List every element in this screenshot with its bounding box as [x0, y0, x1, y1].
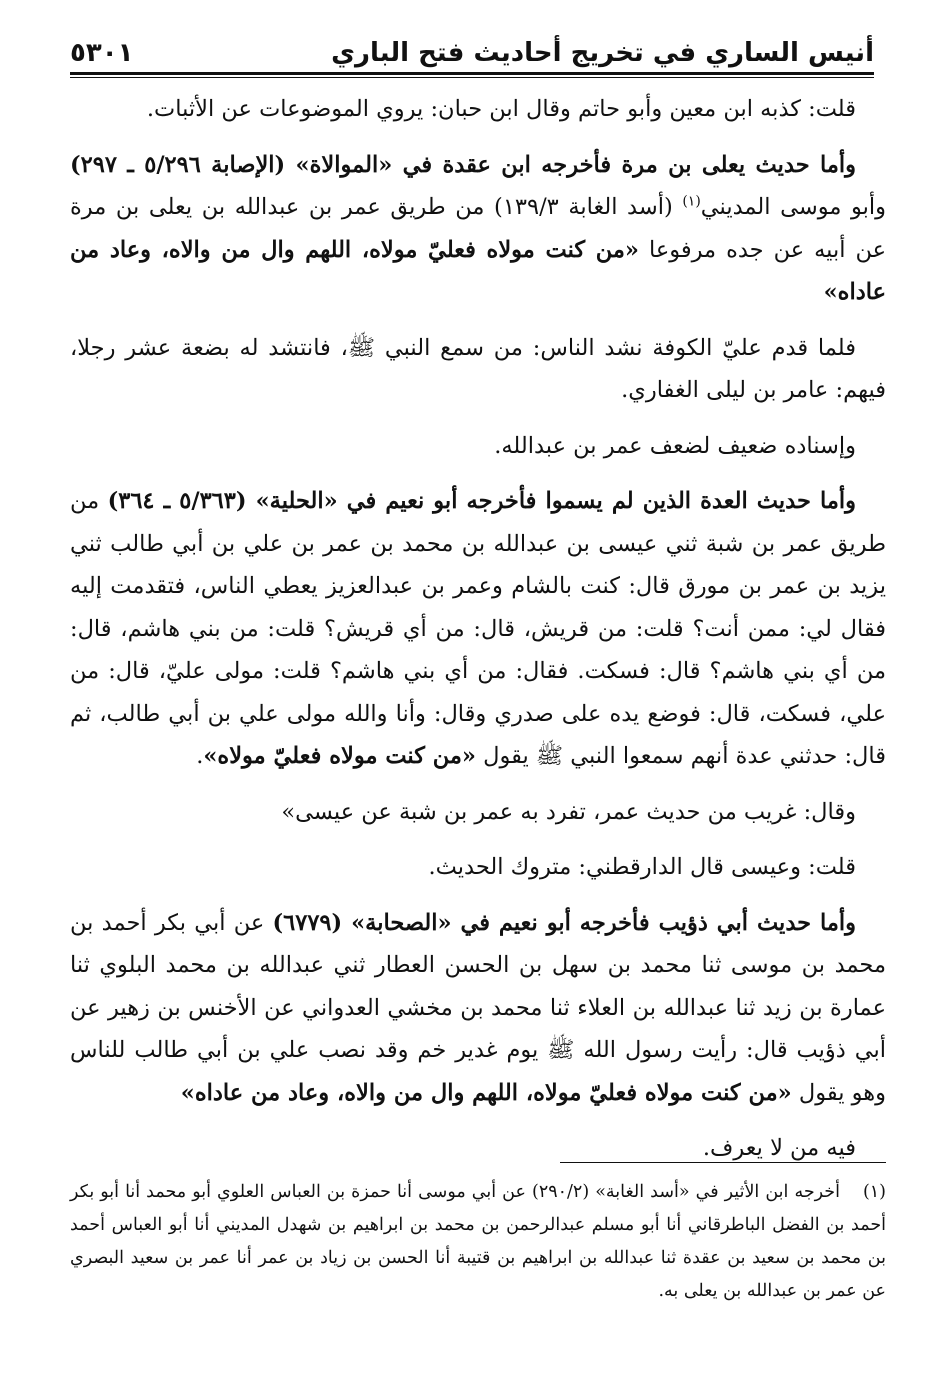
bold-text: «من كنت مولاه فعليّ مولاه، اللهم وال من والاه، وعاد من عاداه»: [70, 236, 886, 305]
paragraph: [70, 425, 886, 468]
paragraph: [70, 327, 886, 412]
text-run: فيه من لا يعرف.: [702, 1135, 856, 1161]
footnote-rule: [560, 1162, 886, 1163]
text-run: قلت: وعيسى قال الدارقطني: متروك الحديث.: [428, 854, 856, 880]
footnote-number: (١): [862, 1182, 886, 1202]
footnote-text: أخرجه ابن الأثير في «أسد الغابة» (٢٩٠/٢) عن أبي موسى أنا حمزة بن العباس العلوي أبو محمد أنا أبو بكر أحمد بن الفضل الباطرقاني أنا أبو مسلم عبدالرحمن بن محمد بن ابراهيم بن شهدل المديني أنا أبو العباس أحمد بن محمد بن سعيد بن عقدة ثنا عبدالله بن ابراهيم بن قتيبة أنا الحسن بن زياد بن عمر أنا عمر بن سعيد البصري عن عمر بن عبدالله بن يعلى به.: [70, 1182, 886, 1301]
footnote-reference: (١): [682, 193, 701, 210]
text-run: وأبو موسى المديني: [700, 194, 886, 220]
text-run: (أسد الغابة ١٣٩/٣) من طريق عمر بن عبدالله بن يعلى بن مرة عن أبيه عن جده مرفوعا: [70, 194, 886, 263]
text-run: من طريق عمر بن شبة ثني عيسى بن عبدالله بن محمد بن عمر بن علي بن أبي طالب ثني يزيد بن عمر بن مورق قال: كنت بالشام وعمر بن عبدالعزيز يعطي الناس، فتقدمت إليه فقال لي: ممن أنت؟ قلت: من قريش، قال: من أي قريش؟ قلت: من بني هاشم، قال: من أي بني هاشم؟ قال: فسكت. فقال: من أي بني هاشم؟ قلت: مولى عليّ، قال: من علي، فسكت، قال: فوضع يده على صدري وقال: وأنا والله مولى علي بن أبي طالب، ثم قال: حدثني عدة أنهم سمعوا النبي ﷺ يقول: [70, 488, 886, 769]
paragraph: [70, 1127, 886, 1170]
running-header: [70, 22, 874, 68]
paragraph: [70, 791, 886, 834]
footnote: [70, 1176, 886, 1308]
bold-text: «من كنت مولاه فعليّ مولاه»: [203, 743, 476, 769]
paragraph: [70, 902, 886, 1115]
text-run: عن أبي بكر أحمد بن محمد بن موسى ثنا محمد بن سهل بن الحسن العطار ثني عبدالله بن محمد البلوي ثنا عمارة بن زيد ثنا عبدالله بن العلاء ثنا محمد بن مخشي العدواني عن الأخنس بن زهير عن أبي ذؤيب قال: رأيت رسول الله ﷺ يوم غدير خم وقد نصب علي بن أبي طالب للناس وهو يقول: [70, 909, 886, 1106]
book-title: أنيس الساري في تخريج أحاديث فتح الباري: [331, 38, 874, 68]
paragraph: [70, 480, 886, 778]
header-rule-thin: [70, 77, 874, 78]
text-run: .: [196, 743, 204, 769]
text-run: قلت: كذبه ابن معين وأبو حاتم وقال ابن حبان: يروي الموضوعات عن الأثبات.: [146, 96, 856, 122]
header-rule: [70, 72, 874, 75]
bold-text: وأما حديث العدة الذين لم يسموا فأخرجه أبو نعيم في «الحلية» (٥/٣٦٣ ـ ٣٦٤): [107, 488, 856, 514]
page-number: ٥٣٠١: [70, 38, 134, 68]
paragraph: [70, 88, 886, 131]
paragraph: [70, 846, 886, 889]
text-run: وقال: غريب من حديث عمر، تفرد به عمر بن شبة عن عيسى»: [281, 798, 856, 825]
text-run: وإسناده ضعيف لضعف عمر بن عبدالله.: [494, 432, 856, 459]
bold-text: «من كنت مولاه فعليّ مولاه، اللهم وال من والاه، وعاد من عاداه»: [180, 1079, 792, 1106]
bold-text: وأما حديث يعلى بن مرة فأخرجه ابن عقدة في «الموالاة» (الإصابة ٥/٢٩٦ ـ ٢٩٧): [70, 151, 856, 178]
bold-text: وأما حديث أبي ذؤيب فأخرجه أبو نعيم في «الصحابة» (٦٧٧٩): [272, 909, 856, 936]
main-text: [70, 88, 886, 1183]
text-run: فلما قدم عليّ الكوفة نشد الناس: من سمع النبي ﷺ، فانتشد له بضعة عشر رجلا، فيهم: عامر بن ليلى الغفاري.: [70, 334, 886, 403]
paragraph: [70, 144, 886, 314]
